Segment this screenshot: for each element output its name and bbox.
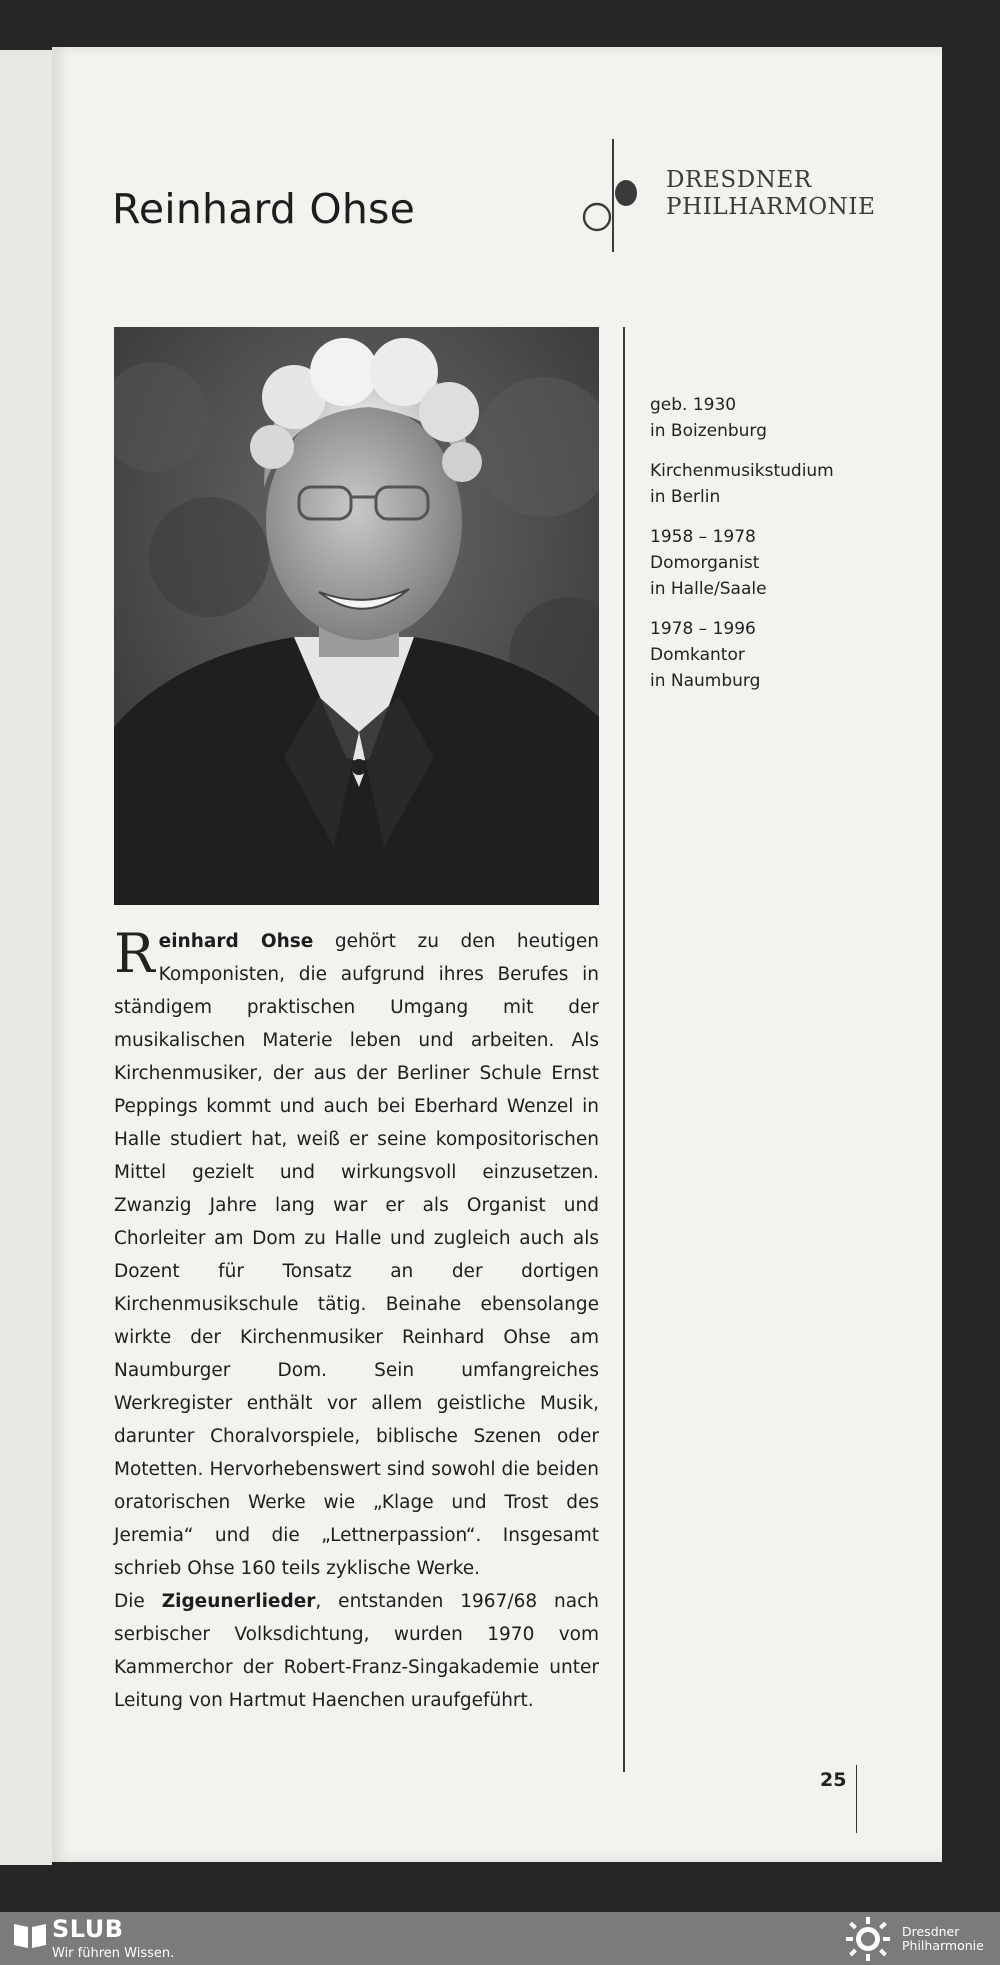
bio-entry-study (650, 458, 910, 510)
article-body (114, 922, 599, 1717)
viewer-footer (0, 1912, 1000, 1965)
portrait-photo (114, 327, 599, 905)
logo-wordmark (666, 167, 875, 221)
logo-line-1: DRESDNER (666, 167, 812, 193)
previous-page-edge (0, 50, 52, 1865)
bio-line: Kirchenmusikstudium (650, 461, 834, 481)
dp-logo-mark-icon (580, 87, 640, 257)
bio-line: Domorganist (650, 553, 760, 573)
bio-line: in Boizenburg (650, 421, 767, 441)
composer-name: einhard Ohse (158, 931, 314, 952)
dresdner-philharmonie-sun-icon[interactable] (842, 1916, 894, 1962)
dp-name-line-2: Philharmonie (902, 1938, 984, 1953)
bio-line: Domkantor (650, 645, 745, 665)
drop-cap: R (114, 922, 155, 985)
dresdner-philharmonie-logo (580, 87, 910, 257)
page-title: Reinhard Ohse (112, 185, 415, 233)
paragraph-2-prefix: Die (114, 1591, 162, 1612)
bio-line: geb. 1930 (650, 395, 737, 415)
paragraph-1 (114, 922, 599, 1585)
bio-line: in Naumburg (650, 671, 761, 691)
bio-entry-naumburg (650, 616, 910, 694)
dp-name-line-1: Dresdner (902, 1924, 960, 1939)
paragraph-2-text: , entstanden 1967/68 nach serbischer Volksdichtung, wurden 1970 vom Kammerchor der Robert-Franz-Singakademie unter Leitung von Hartmut Haenchen uraufgeführt. (114, 1591, 599, 1711)
document-page (52, 47, 942, 1862)
bio-line: 1978 – 1996 (650, 619, 756, 639)
bio-entry-birth (650, 392, 910, 444)
show-through-text (159, 251, 186, 313)
column-divider (623, 327, 625, 1772)
portrait-photo-icon (114, 327, 599, 905)
work-title: Zigeunerlieder (161, 1591, 316, 1612)
page-number: 25 (820, 1769, 847, 1791)
bio-line: in Halle/Saale (650, 579, 767, 599)
slub-name[interactable]: SLUB (52, 1915, 124, 1943)
logo-line-2: PHILHARMONIE (666, 194, 876, 220)
slub-tagline: Wir führen Wissen. (52, 1946, 175, 1961)
biography-sidebar (650, 392, 910, 708)
dresdner-philharmonie-name[interactable] (902, 1925, 984, 1953)
slub-book-icon[interactable] (12, 1920, 48, 1950)
paragraph-2 (114, 1585, 599, 1717)
page-number-rule (856, 1765, 857, 1833)
bio-line: in Berlin (650, 487, 721, 507)
bio-line: 1958 – 1978 (650, 527, 756, 547)
bio-entry-halle (650, 524, 910, 602)
paragraph-1-text: gehört zu den heutigen Komponisten, die aufgrund ihres Berufes in ständigem praktischen Umgang mit der musikalischen Materie leben und arbeiten. Als Kirchenmusiker, der aus der Berliner Schule Ernst Peppings kommt und auch bei Eberhard Wenzel in Halle studiert hat, weiß er seine kompositorischen Mittel gezielt und wirkungsvoll einzusetzen. Zwanzig Jahre lang war er als Organist und Chorleiter am Dom zu Halle und zugleich auch als Dozent für Tonsatz an der dortigen Kirchenmusikschule tätig. Beinahe ebensolange wirkte der Kirchenmusiker Reinhard Ohse am Naumburger Dom. Sein umfangreiches Werkregister enthält vor allem geistliche Musik, darunter Choralvorspiele, biblische Szenen oder Motetten. Hervorhebenswert sind sowohl die beiden oratorischen Werke wie „Klage und Trost des Jeremia“ und die „Lettnerpassion“. Insgesamt schrieb Ohse 160 teils zyklische Werke. (114, 931, 599, 1579)
